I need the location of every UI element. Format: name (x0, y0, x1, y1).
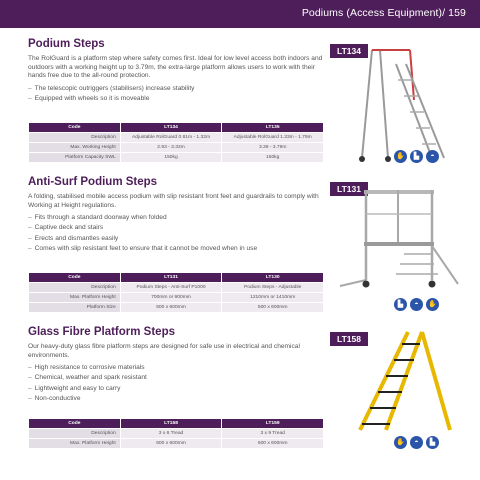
list-item: – High resistance to corrosive materials (28, 363, 324, 373)
list-item: – Fits through a standard doorway when folded (28, 213, 324, 223)
table-cell: 3 x 9 Tread (222, 429, 324, 439)
list-item: – Comes with slip resistant feet to ensure that it cannot be moved when in use (28, 244, 324, 254)
ppe-icons (394, 436, 439, 449)
glove-icon: ✋ (426, 298, 439, 311)
helmet-icon: ◓ (410, 436, 423, 449)
table-cell: Max. Working Height (29, 143, 121, 153)
table-cell: 500 x 600mm (222, 303, 324, 313)
list-item: – Captive deck and stairs (28, 223, 324, 233)
feature-list (28, 213, 324, 254)
table-cell: 150kg (120, 153, 222, 163)
table-header: LT158 (120, 419, 222, 429)
glove-icon: ✋ (394, 150, 407, 163)
glass-fibre-steps-image (346, 328, 458, 434)
table-cell: Description (29, 283, 121, 293)
table-header: Code (29, 273, 121, 283)
table-header: LT130 (222, 273, 324, 283)
ppe-icons (394, 150, 439, 163)
table-header: LT131 (120, 273, 222, 283)
table-header-row (29, 419, 324, 429)
table-row (29, 133, 324, 143)
page-header (0, 0, 480, 28)
table-cell: 3 x 6 Tread (120, 429, 222, 439)
boot-icon: ▙ (426, 436, 439, 449)
table-cell: Max. Platform Height (29, 293, 121, 303)
spec-table (28, 272, 324, 313)
helmet-icon: ◓ (410, 298, 423, 311)
section-podium-steps (28, 38, 324, 104)
list-item: – Non-conductive (28, 394, 324, 404)
product-code-badge: LT158 (330, 332, 368, 346)
table-cell: Platform Size (29, 303, 121, 313)
table-cell: Description (29, 429, 121, 439)
table-cell: 3.39 - 3.79m (222, 143, 324, 153)
section-description: A folding, stabilised mobile access podium with slip resistant front feet and guardrails to comply with Working at Height regulations. (28, 193, 319, 209)
spec-table (28, 122, 324, 163)
table-cell: Podium Steps - Adjustable (222, 283, 324, 293)
table-header-row (29, 273, 324, 283)
section-title: Podium Steps (28, 38, 105, 50)
table-cell: 1210mm or 1410mm (222, 293, 324, 303)
spec-table (28, 418, 324, 449)
section-title: Glass Fibre Platform Steps (28, 326, 175, 338)
section-title: Anti-Surf Podium Steps (28, 176, 158, 188)
table-header: Code (29, 123, 121, 133)
table-cell: Platform Capacity SWL (29, 153, 121, 163)
table-row (29, 439, 324, 449)
table-cell: Description (29, 133, 121, 143)
table-cell: 500 x 600mm (120, 303, 222, 313)
section-anti-surf-podium-steps (28, 176, 324, 254)
helmet-icon: ◓ (426, 150, 439, 163)
list-item: – The telescopic outriggers (stabilisers) increase stability (28, 84, 324, 94)
boot-icon: ▙ (394, 298, 407, 311)
product-code-badge: LT131 (330, 182, 368, 196)
table-cell: Max. Platform Height (29, 439, 121, 449)
glove-icon: ✋ (394, 436, 407, 449)
page-title: Podiums (Access Equipment)/ 159 (301, 7, 466, 19)
table-row (29, 293, 324, 303)
table-cell: 600 x 600mm (120, 439, 222, 449)
table-cell: Adjustable RolGuard 1.33m - 1.79m (222, 133, 324, 143)
table-cell: 700mm or 900mm (120, 293, 222, 303)
ppe-icons (394, 298, 439, 311)
feature-list (28, 84, 324, 104)
list-item: – Equipped with wheels so it is moveable (28, 94, 324, 104)
section-glass-fibre-platform-steps (28, 326, 324, 404)
table-cell: 2.93 - 3.32m (120, 143, 222, 153)
section-description: Our heavy-duty glass fibre platform steps are designed for safe use in electrical and chemical environments. (28, 343, 300, 359)
boot-icon: ▙ (410, 150, 423, 163)
table-row (29, 303, 324, 313)
table-cell: Podium Steps - Anti-Surf P1000 (120, 283, 222, 293)
table-row (29, 429, 324, 439)
table-header: LT135 (222, 123, 324, 133)
table-header: LT159 (222, 419, 324, 429)
list-item: – Lightweight and easy to carry (28, 384, 324, 394)
table-cell: 600 x 600mm (222, 439, 324, 449)
list-item: – Chemical, weather and spark resistant (28, 373, 324, 383)
table-header-row (29, 123, 324, 133)
table-cell: Adjustable RolGuard 0.81m - 1.32m (120, 133, 222, 143)
section-description: The RolGuard is a platform step where safety comes first. Ideal for low level access both indoors and outdoors with a working height up to 3.79m, the extra-large platform allows users to work with their hands free due to the all-round protection. (28, 55, 323, 80)
table-row (29, 143, 324, 153)
mobile-podium-image (334, 184, 466, 292)
list-item: – Erects and dismantles easily (28, 234, 324, 244)
table-header: Code (29, 419, 121, 429)
product-code-badge: LT134 (330, 44, 368, 58)
feature-list (28, 363, 324, 404)
table-row (29, 283, 324, 293)
table-cell: 150kg (222, 153, 324, 163)
table-header: LT134 (120, 123, 222, 133)
platform-ladder-image (352, 40, 452, 164)
table-row (29, 153, 324, 163)
